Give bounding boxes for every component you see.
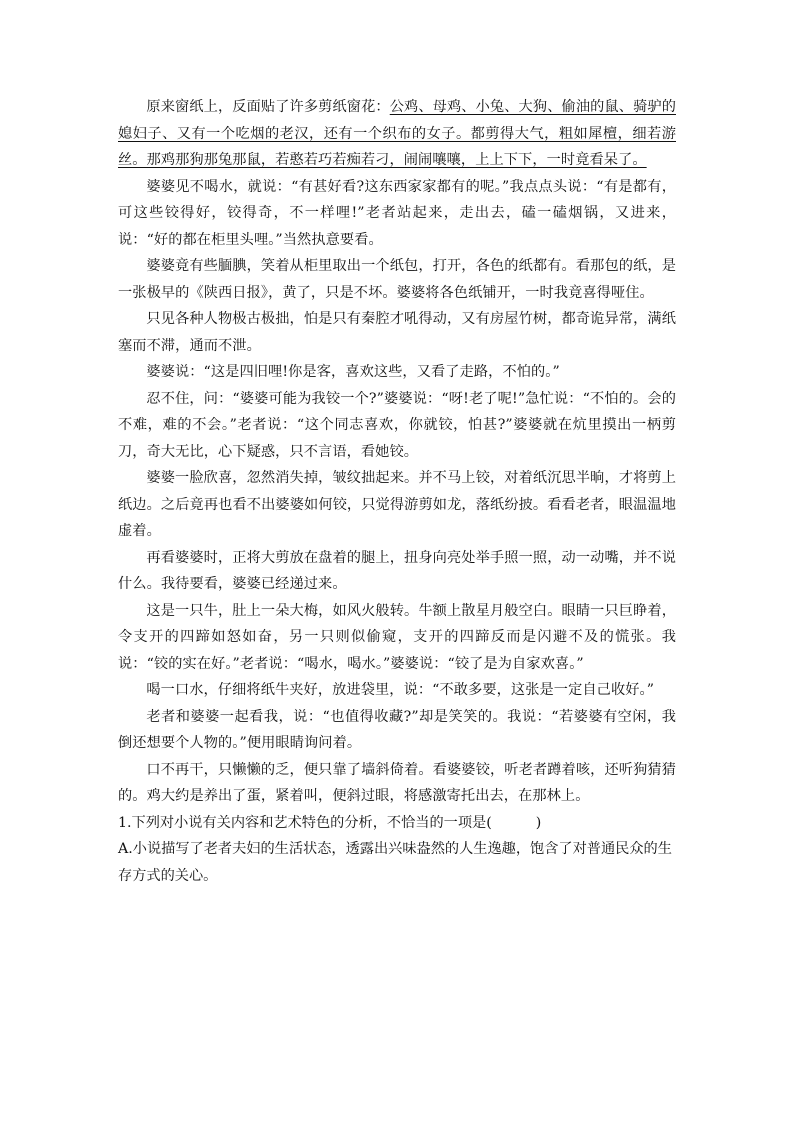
- paragraph-1-lead: 原来窗纸上，反面贴了许多剪纸窗花：: [146, 99, 390, 115]
- paragraph-9: 这是一只牛，肚上一朵大梅，如风火般转。牛额上散星月般空白。眼睛一只巨睁着，令支开的四蹄如怒如奋，另一只则似偷窥，支开的四蹄反而是闪避不及的慌张。我说：“铰的实在好。”老者说：“喝水，喝水。”婆婆说：“铰了是为自家欢喜。”: [118, 602, 676, 672]
- question-stem: [118, 810, 676, 837]
- story-text: [118, 94, 676, 810]
- paragraph-10: 喝一口水，仔细将纸牛夹好，放进袋里，说：“不敢多要，这张是一定自己收好。”: [146, 682, 655, 698]
- underlined-passage: 公鸡、母鸡、小兔、大狗、偷油的鼠、骑驴的媳妇子、又有一个吃烟的老汉，还有一个织布的女子。都剪得大气，粗如犀檀，细若游丝。那鸡那狗那兔那鼠，若憨若巧若痴若刁，闹闹嚷嚷，上上下下，一时竟看呆了。: [118, 99, 676, 168]
- question-stem-close: ): [535, 814, 542, 831]
- question-stem-text: 1.下列对小说有关内容和艺术特色的分析，不恰当的一项是(: [118, 814, 492, 831]
- paragraph-2: 婆婆见不喝水，就说：“有甚好看?这东西家家都有的呢。”我点点头说：“有是都有，可这些铰得好，铰得奇，不一样哩!”老者站起来，走出去，磕一磕烟锅，又进来，说：“好的都在柜里头哩。”当然执意要看。: [118, 178, 676, 248]
- paragraph-8: 再看婆婆时，正将大剪放在盘着的腿上，扭身向亮处举手照一照，动一动嘴，并不说什么。我待要看，婆婆已经递过来。: [118, 549, 676, 592]
- paragraph-7: 婆婆一脸欣喜，忽然消失掉，皱纹拙起来。并不马上铰，对着纸沉思半晌，才将剪上纸边。之后竟再也看不出婆婆如何铰，只觉得游剪如龙，落纸纷披。看看老者，眼温温地虚着。: [118, 470, 676, 539]
- paragraph-5: 婆婆说：“这是四旧哩!你是客，喜欢这些，又看了走路，不怕的。”: [146, 364, 560, 380]
- paragraph-11: 老者和婆婆一起看我，说：“也值得收藏?”却是笑笑的。我说：“若婆婆有空闲，我倒还想要个人物的。”便用眼睛询问着。: [118, 708, 676, 751]
- paragraph-4: 只见各种人物极古极拙，怕是只有秦腔才吼得动，又有房屋竹树，都奇诡异常，满纸塞而不滞，通而不泄。: [118, 311, 676, 354]
- paragraph-12: 口不再干，只懒懒的乏，便只靠了墙斜倚着。看婆婆铰，听老者蹲着咳，还听狗猜猜的。鸡大约是养出了蛋，紧着叫，便斜过眼，将感激寄托出去，在那林上。: [118, 761, 676, 804]
- paragraph-6: 忍不住，问：“婆婆可能为我铰一个?”婆婆说：“呀!老了呢!”急忙说：“不怕的。会的不难，难的不会。”老者说：“这个同志喜欢，你就铰，怕甚?”婆婆就在炕里摸出一柄剪刀，奇大无比，心下疑惑，只不言语，看她铰。: [118, 390, 676, 460]
- paragraph-1: [118, 94, 676, 174]
- question-1: [118, 810, 676, 890]
- option-a: A.小说描写了老者夫妇的生活状态，透露出兴味盎然的人生逸趣，饱含了对普通民众的生存方式的关心。: [118, 841, 672, 884]
- paragraph-3: 婆婆竟有些腼腆，笑着从柜里取出一个纸包，打开，各色的纸都有。看那包的纸，是一张极早的《陕西日报》，黄了，只是不坏。婆婆将各色纸铺开，一时我竟喜得哑住。: [118, 258, 676, 301]
